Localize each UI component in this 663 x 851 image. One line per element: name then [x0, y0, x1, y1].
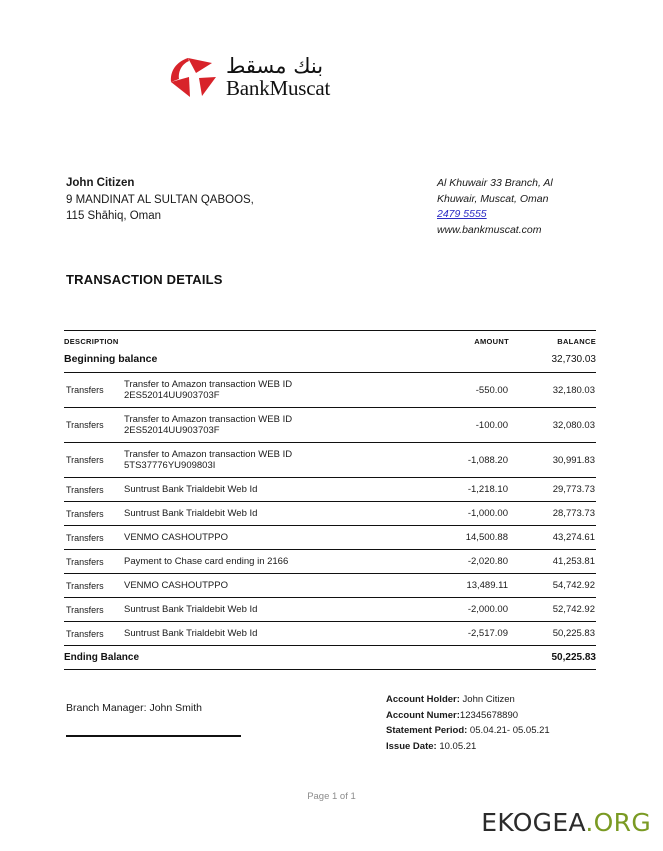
statement-period-value: 05.04.21- 05.05.21 [467, 725, 550, 736]
transaction-category: Transfers [66, 508, 104, 519]
table-row [64, 526, 596, 550]
transaction-description-line1: Suntrust Bank Trialdebit Web Id [124, 508, 258, 519]
transaction-amount: -2,517.09 [467, 628, 508, 639]
transaction-reference-id: 2ES52014UU903703F [124, 390, 220, 401]
transaction-amount: -550.00 [475, 384, 508, 396]
transaction-category: Transfers [66, 420, 104, 430]
transaction-category: Transfers [66, 455, 104, 465]
table-row [64, 443, 596, 478]
transaction-description-line1: VENMO CASHOUTPPO [124, 580, 228, 591]
table-row [64, 502, 596, 526]
transaction-description-line1: Suntrust Bank Trialdebit Web Id [124, 604, 258, 615]
ending-balance-label: Ending Balance [64, 652, 140, 663]
beginning-balance-value: 32,730.03 [551, 353, 596, 365]
transaction-balance: 28,773.73 [552, 508, 595, 519]
transaction-amount: -1,000.00 [467, 508, 508, 519]
statement-period-label: Statement Period: [386, 725, 468, 736]
transaction-description [124, 598, 404, 622]
transaction-balance: 50,225.83 [552, 628, 595, 639]
ekogea-watermark [481, 808, 651, 837]
issue-date-value: 10.05.21 [436, 740, 477, 752]
bank-name-arabic: بنك مسقط [226, 53, 324, 78]
page-number: Page 1 of 1 [307, 791, 356, 802]
bank-logo [168, 55, 330, 99]
issue-date-row [386, 739, 550, 755]
account-holder-label: Account Holder: [386, 694, 460, 705]
transaction-category: Transfers [66, 580, 104, 591]
customer-address-line1: 9 MANDINAT AL SULTAN QABOOS, [66, 193, 254, 206]
transaction-balance: 32,180.03 [552, 384, 595, 396]
customer-address-line2: 115 Shāhiq, Oman [66, 210, 162, 222]
transaction-description [124, 443, 404, 478]
beginning-balance-row [64, 351, 596, 373]
transaction-description [124, 502, 404, 526]
transaction-amount: -1,218.10 [467, 484, 508, 495]
customer-name: John Citizen [66, 177, 135, 189]
column-header-balance: BALANCE [557, 337, 596, 346]
transaction-balance: 52,742.92 [552, 604, 595, 615]
statement-period-row [386, 723, 550, 739]
table-row [64, 598, 596, 622]
transaction-description-line1: Suntrust Bank Trialdebit Web Id [124, 484, 258, 495]
branch-website[interactable]: www.bankmuscat.com [437, 223, 542, 236]
bank-logo-text [226, 53, 331, 100]
signature-line [66, 735, 241, 737]
bank-name-latin: BankMuscat [226, 75, 331, 100]
transaction-balance: 32,080.03 [552, 419, 595, 431]
transaction-category: Transfers [66, 484, 104, 495]
transaction-description-line1: Transfer to Amazon transaction WEB ID [124, 379, 293, 390]
customer-address [66, 175, 254, 225]
transaction-description [124, 550, 404, 574]
beginning-balance-label: Beginning balance [64, 353, 158, 365]
table-row [64, 408, 596, 443]
branch-address-line1: Al Khuwair 33 Branch, Al [437, 177, 553, 189]
transaction-category: Transfers [66, 532, 104, 543]
account-holder-value: John Citizen [459, 694, 515, 705]
page-title: TRANSACTION DETAILS [66, 272, 223, 287]
transaction-description-line1: Payment to Chase card ending in 2166 [124, 556, 289, 567]
issue-date-label: Issue Date: [386, 740, 437, 752]
branch-address [437, 176, 612, 238]
transaction-category: Transfers [66, 604, 104, 615]
transaction-description-line1: VENMO CASHOUTPPO [124, 532, 228, 543]
transaction-amount: -100.00 [475, 419, 508, 431]
transaction-description [124, 574, 404, 598]
transaction-amount: -2,000.00 [467, 604, 508, 615]
account-number-row [386, 708, 550, 724]
table-row [64, 622, 596, 646]
account-number-label: Account Numer: [386, 709, 460, 721]
transaction-description [124, 373, 404, 408]
watermark-tld: .ORG [585, 808, 651, 837]
transaction-description-line1: Suntrust Bank Trialdebit Web Id [124, 628, 258, 639]
transaction-balance: 30,991.83 [552, 454, 595, 466]
ending-balance-value: 50,225.83 [551, 652, 596, 663]
transaction-category: Transfers [66, 628, 104, 639]
transaction-category: Transfers [66, 385, 104, 395]
transaction-amount: -1,088.20 [467, 454, 508, 466]
transaction-description-line1: Transfer to Amazon transaction WEB ID [124, 449, 293, 460]
branch-phone-link[interactable]: 2479 5555 [437, 208, 487, 220]
account-number-value: 12345678890 [459, 709, 519, 721]
transaction-description [124, 478, 404, 502]
transaction-reference-id: 2ES52014UU903703F [124, 425, 220, 436]
transaction-category: Transfers [66, 556, 104, 567]
transaction-reference-id: 5TS37776YU909803I [124, 460, 216, 471]
table-row [64, 574, 596, 598]
table-row [64, 478, 596, 502]
branch-manager-label: Branch Manager: John Smith [66, 702, 202, 714]
transaction-description [124, 526, 404, 550]
transaction-balance: 43,274.61 [552, 532, 595, 543]
transactions-table [64, 330, 596, 670]
branch-address-line2: Khuwair, Muscat, Oman [437, 192, 549, 205]
account-summary [386, 692, 550, 754]
transaction-description [124, 622, 404, 646]
transaction-balance: 29,773.73 [552, 484, 595, 495]
transaction-amount: 13,489.11 [466, 580, 508, 591]
transaction-balance: 41,253.81 [552, 556, 595, 567]
bankmuscat-pinwheel-icon [168, 55, 220, 99]
transaction-description-line1: Transfer to Amazon transaction WEB ID [124, 414, 293, 425]
table-row [64, 373, 596, 408]
table-row [64, 550, 596, 574]
account-holder-row [386, 692, 550, 708]
transaction-balance: 54,742.92 [552, 580, 595, 591]
transaction-description [124, 408, 404, 443]
ending-balance-row [64, 646, 596, 670]
transaction-amount: 14,500.88 [465, 532, 508, 543]
transaction-amount: -2,020.80 [467, 556, 508, 567]
watermark-name: EKOGEA [481, 808, 586, 837]
column-header-amount: AMOUNT [474, 337, 509, 346]
table-header-row [64, 331, 596, 352]
column-header-description: DESCRIPTION [64, 337, 119, 346]
